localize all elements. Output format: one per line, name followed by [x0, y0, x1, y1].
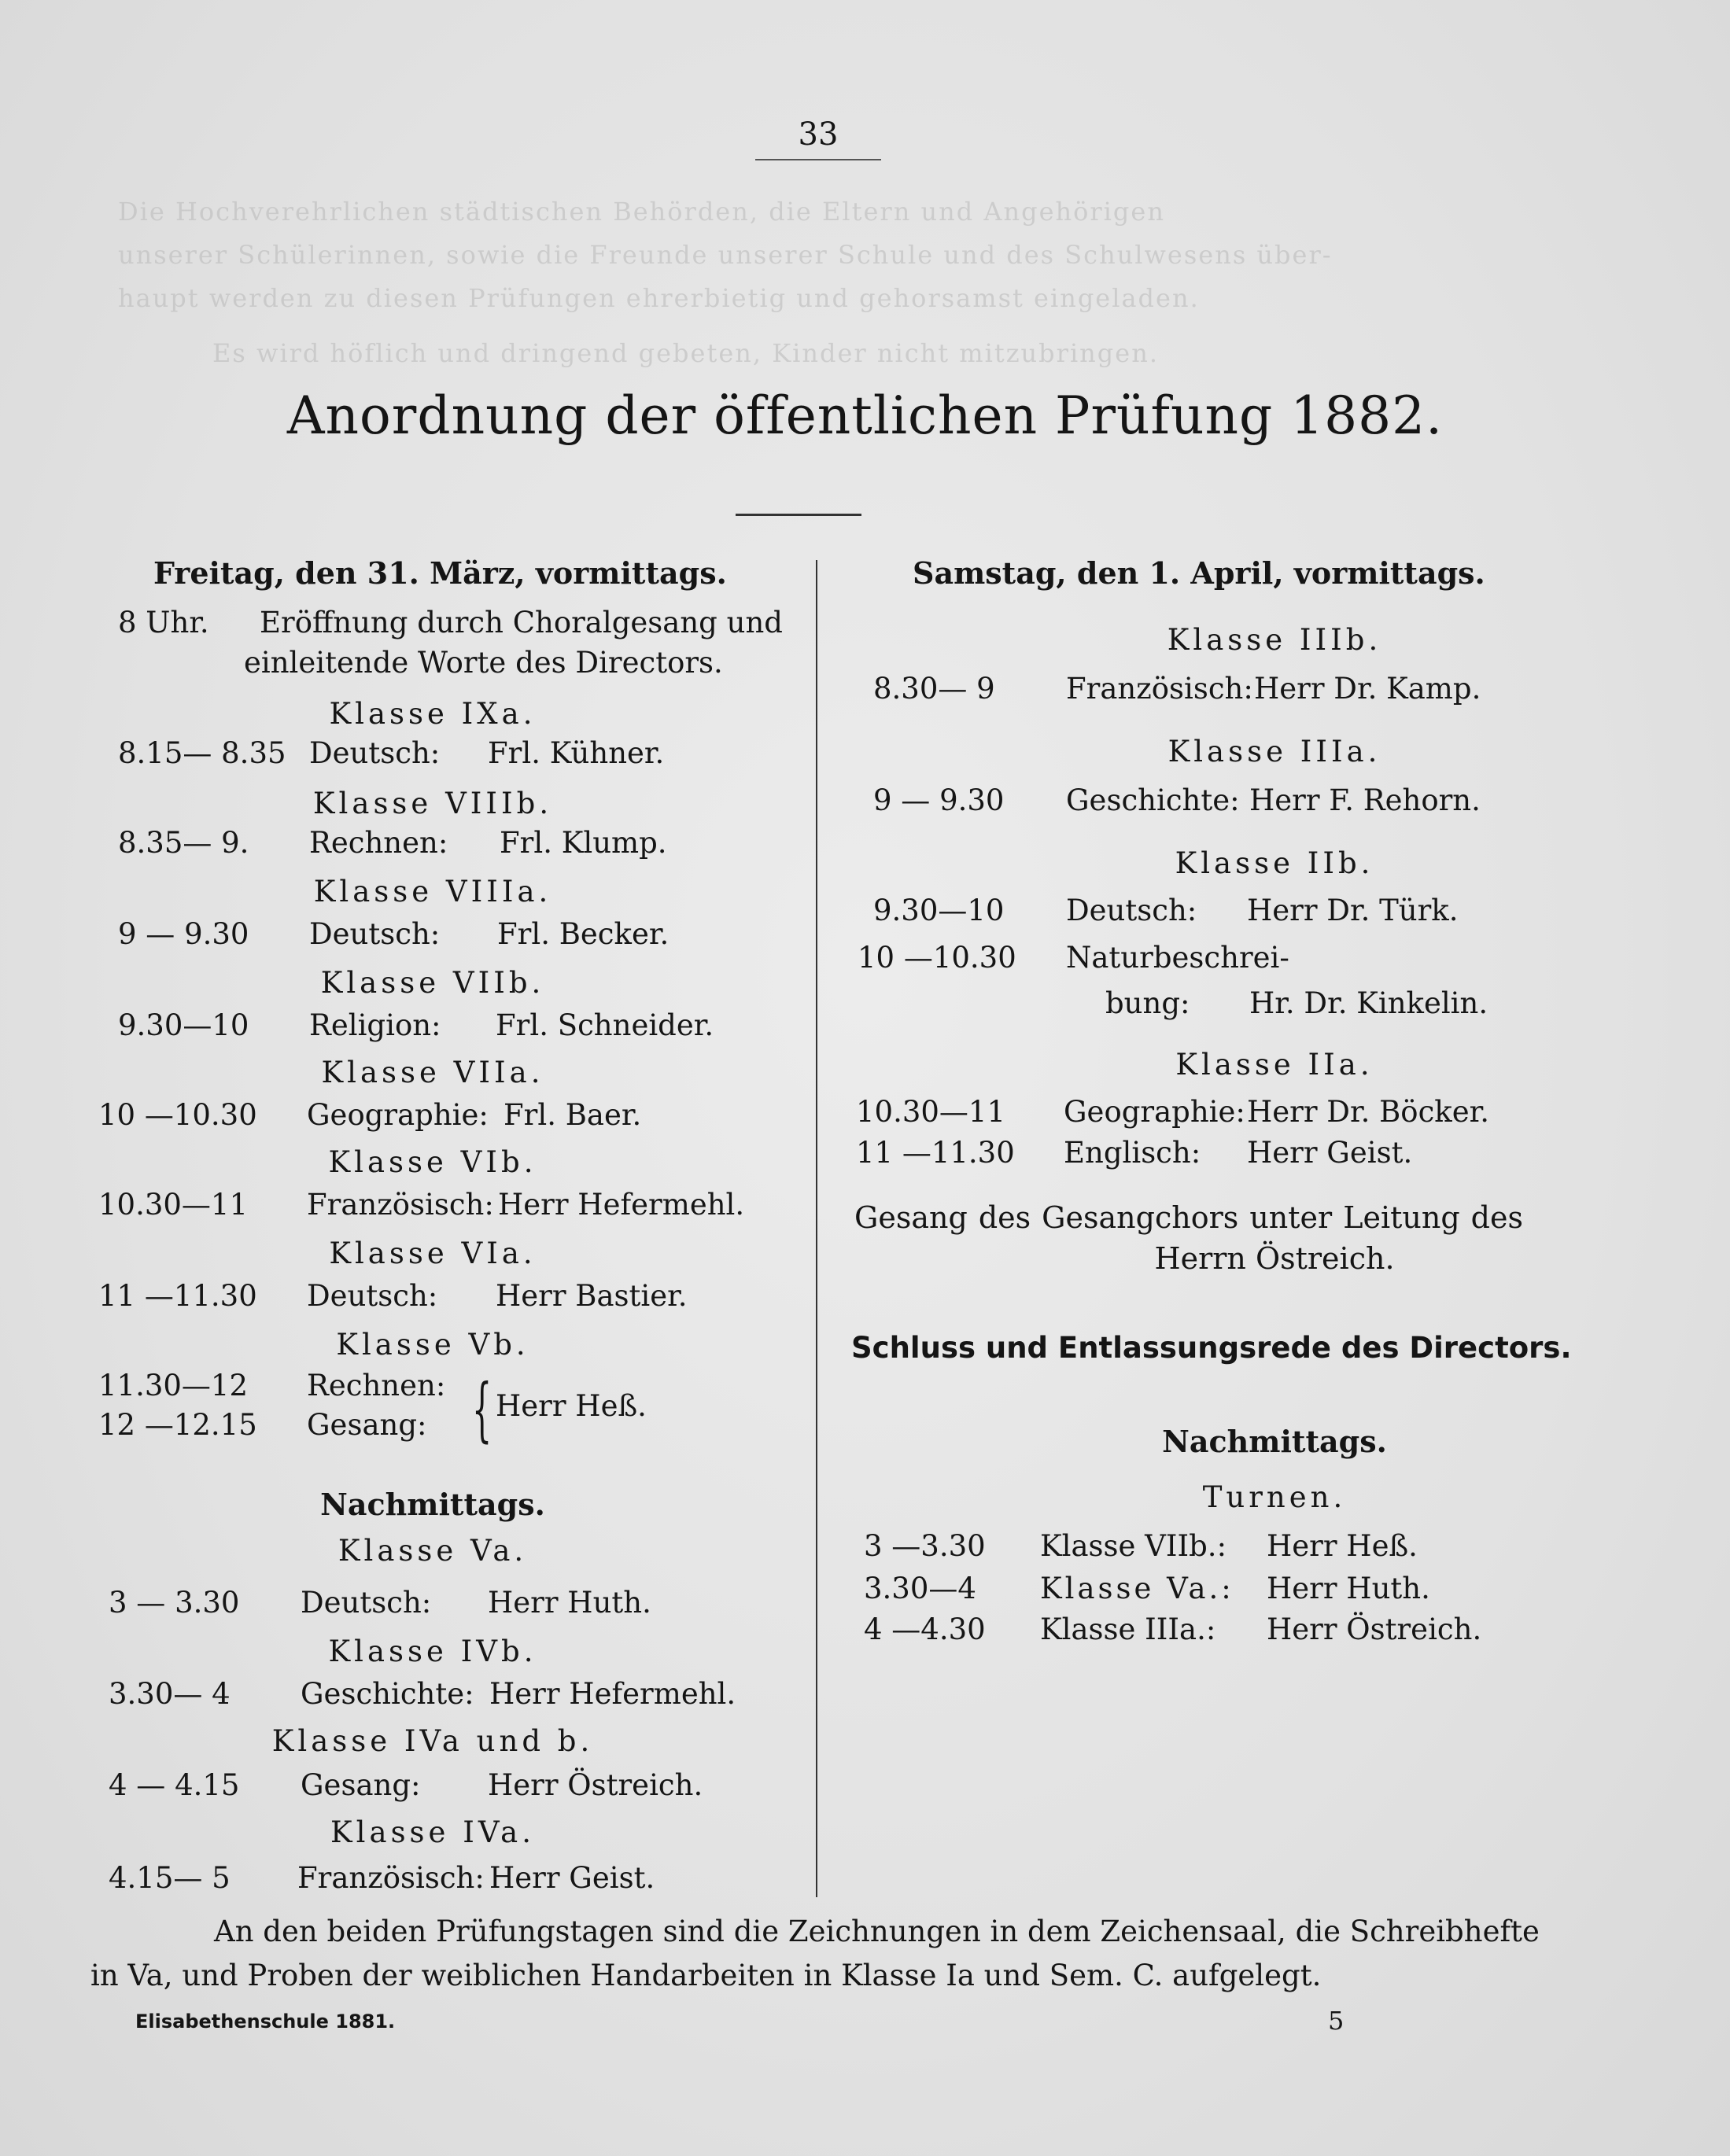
schedule-row [0, 1277, 810, 1315]
opening-time: 8 Uhr. [118, 606, 209, 639]
bleed-through-line: unserer Schülerinnen, sowie die Freunde unserer Schule und des Schulwesens über- [118, 240, 1333, 270]
teacher: Herr Hefermehl. [498, 1188, 745, 1222]
schedule-row [0, 1406, 810, 1444]
time: 3.30— 4 [109, 1677, 231, 1711]
klasse-heading: Klasse IXa. [329, 697, 537, 731]
subject: Französisch: [307, 1188, 494, 1222]
time: 4 — 4.15 [109, 1768, 240, 1802]
time: 12 —12.15 [98, 1408, 257, 1442]
page-title: Anordnung der öffentlichen Prüfung 1882. [286, 385, 1444, 446]
bleed-through-line: Die Hochverehrlichen städtischen Behörden, die Eltern und Angehörigen [118, 197, 1165, 227]
saturday-heading: Samstag, den 1. April, vormittags. [913, 555, 1485, 591]
klasse-heading: Klasse Vb. [336, 1328, 529, 1362]
teacher: Herr Dr. Kamp. [1254, 672, 1481, 706]
subject: Französisch: [297, 1861, 485, 1895]
schedule-row [0, 985, 1730, 1023]
schedule-row [0, 1675, 810, 1713]
teacher: Frl. Becker. [497, 917, 669, 951]
schedule-row [0, 1859, 810, 1897]
subject: Gesang: [307, 1408, 427, 1442]
schedule-row [0, 1767, 810, 1804]
subject: Deutsch: [307, 1279, 438, 1313]
schedule-row [0, 1367, 810, 1405]
opening-row [0, 604, 810, 642]
klasse-heading: Klasse IVa. [330, 1815, 535, 1849]
time: 9 — 9.30 [118, 917, 249, 951]
time: 9 — 9.30 [873, 783, 1005, 817]
schedule-row [0, 939, 1730, 977]
time: 10 —10.30 [858, 941, 1016, 975]
klasse: Klasse VIIb.: [1040, 1529, 1227, 1563]
turnen-row [0, 1611, 1730, 1649]
time: 10 —10.30 [98, 1098, 257, 1132]
bleed-through-line: haupt werden zu diesen Prüfungen ehrerbietig und gehorsamst eingeladen. [118, 283, 1200, 313]
klasse-heading: Klasse IVa und b. [271, 1724, 594, 1758]
teacher: Herr Östreich. [488, 1768, 703, 1802]
teacher: Hr. Dr. Kinkelin. [1249, 986, 1488, 1020]
teacher: Herr F. Rehorn. [1249, 783, 1481, 817]
time: 3.30—4 [864, 1572, 976, 1605]
subject: Geschichte: [301, 1677, 474, 1711]
signature: Elisabethenschule 1881. [135, 2010, 396, 2033]
klasse: Klasse Va.: [1040, 1572, 1234, 1605]
klasse-heading: Klasse IIa. [1175, 1048, 1374, 1082]
choir-text-cont: Herrn Östreich. [1154, 1241, 1395, 1276]
time: 9.30—10 [873, 894, 1005, 927]
title-divider [736, 514, 861, 516]
subject: Gesang: [301, 1768, 421, 1802]
subject: Deutsch: [1066, 894, 1197, 927]
time: 3 — 3.30 [109, 1586, 240, 1620]
subject: Deutsch: [309, 917, 441, 951]
schedule-row [0, 1186, 810, 1224]
footer-text: An den beiden Prüfungstagen sind die Zeichnungen in dem Zeichensaal, die Schreibhefte [214, 1915, 1540, 1948]
turnen-row [0, 1570, 1730, 1608]
klasse-heading: Klasse IIIa. [1167, 735, 1381, 768]
teacher: Frl. Baer. [504, 1098, 642, 1132]
brace-icon: { [472, 1369, 492, 1450]
teacher: Herr Geist. [489, 1861, 655, 1895]
choir-text: Gesang des Gesangchors unter Leitung des [854, 1200, 1523, 1235]
subject: bung: [1105, 986, 1190, 1020]
teacher: Frl. Klump. [500, 826, 667, 860]
opening-text: Eröffnung durch Choralgesang und [260, 606, 783, 639]
turnen-row [0, 1528, 1730, 1565]
time: 8.15— 8.35 [118, 736, 286, 770]
afternoon-heading: Nachmittags. [320, 1487, 545, 1522]
teacher: Herr Bastier. [496, 1279, 688, 1313]
subject: Deutsch: [309, 736, 441, 770]
klasse-heading: Klasse VIIIb. [312, 787, 553, 820]
subject: Naturbeschrei- [1066, 941, 1289, 975]
time: 8.30— 9 [873, 672, 995, 706]
klasse-heading: Klasse IIb. [1175, 846, 1374, 880]
teacher: Herr Dr. Böcker. [1247, 1095, 1489, 1129]
klasse-heading: Klasse VIb. [328, 1145, 537, 1179]
schedule-row [0, 670, 1730, 708]
teacher: Frl. Kühner. [488, 736, 665, 770]
time: 8.35— 9. [118, 826, 249, 860]
subject: Englisch: [1064, 1136, 1201, 1170]
schedule-row [0, 782, 1730, 820]
time: 11 —11.30 [856, 1136, 1015, 1170]
sheet-number: 5 [1328, 2006, 1345, 2036]
teacher: Herr Östreich. [1267, 1612, 1482, 1646]
column-divider [816, 560, 817, 1897]
schedule-row [0, 1093, 1730, 1131]
afternoon-heading: Nachmittags. [1162, 1424, 1387, 1459]
time: 3 —3.30 [864, 1529, 986, 1563]
klasse-heading: Klasse IVb. [328, 1635, 537, 1668]
teacher: Herr Huth. [488, 1586, 651, 1620]
subject: Rechnen: [309, 826, 448, 860]
schedule-row [0, 824, 810, 862]
teacher: Herr Heß. [496, 1389, 647, 1423]
schedule-row [0, 735, 810, 772]
subject: Rechnen: [307, 1369, 446, 1402]
subject: Geschichte: [1066, 783, 1240, 817]
teacher: Herr Hefermehl. [489, 1677, 736, 1711]
teacher: Herr Heß. [1267, 1529, 1418, 1563]
teacher: Herr Huth. [1267, 1572, 1430, 1605]
schedule-row [0, 892, 1730, 930]
teacher: Frl. Schneider. [496, 1008, 714, 1042]
subject: Geographie: [1064, 1095, 1245, 1129]
time: 10.30—11 [856, 1095, 1006, 1129]
klasse-heading: Klasse VIa. [329, 1236, 537, 1270]
turnen-heading: Turnen. [1202, 1480, 1347, 1514]
time: 9.30—10 [118, 1008, 249, 1042]
subject: Geographie: [307, 1098, 489, 1132]
subject: Französisch: [1066, 672, 1253, 706]
page-number-underline [755, 159, 881, 160]
closing-line: Schluss und Entlassungsrede des Directors. [851, 1331, 1572, 1365]
opening-text-cont: einleitende Worte des Directors. [244, 646, 723, 680]
footer-text-cont: in Va, und Proben der weiblichen Handarbeiten in Klasse Ia und Sem. C. aufgelegt. [90, 1959, 1322, 1992]
klasse-heading: Klasse Va. [338, 1534, 528, 1568]
time: 11.30—12 [98, 1369, 249, 1402]
schedule-row [0, 1134, 1730, 1172]
friday-heading: Freitag, den 31. März, vormittags. [153, 555, 727, 591]
klasse-heading: Klasse IIIb. [1167, 623, 1382, 657]
subject: Religion: [309, 1008, 441, 1042]
time: 4.15— 5 [109, 1861, 231, 1895]
time: 4 —4.30 [864, 1612, 986, 1646]
klasse-heading: Klasse VIIb. [320, 966, 545, 1000]
klasse-heading: Klasse VIIa. [321, 1056, 544, 1089]
subject: Deutsch: [301, 1586, 432, 1620]
bleed-through-line: Es wird höflich und dringend gebeten, Kinder nicht mitzubringen. [212, 338, 1159, 368]
time: 11 —11.30 [98, 1279, 257, 1313]
teacher: Herr Geist. [1247, 1136, 1413, 1170]
teacher: Herr Dr. Türk. [1247, 894, 1459, 927]
klasse-heading: Klasse VIIIa. [313, 875, 552, 908]
klasse: Klasse IIIa.: [1040, 1612, 1216, 1646]
page-number: 33 [798, 116, 839, 153]
time: 10.30—11 [98, 1188, 249, 1222]
